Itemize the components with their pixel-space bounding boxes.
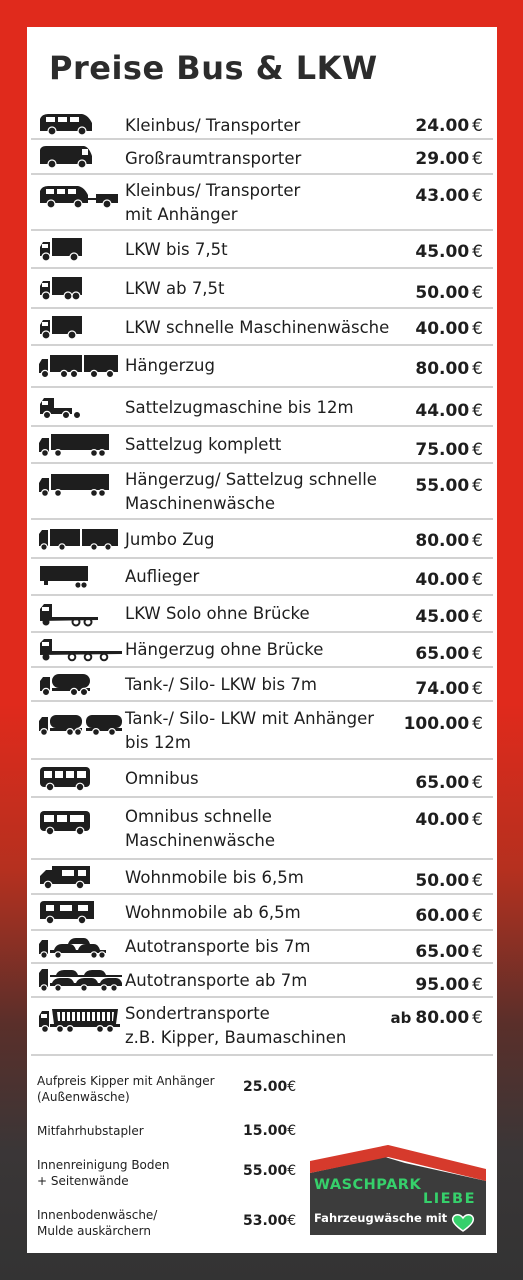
logo-line1: WASCHPARK xyxy=(314,1177,422,1193)
extra-label xyxy=(37,1073,222,1105)
price-value: 40.00 xyxy=(415,570,470,590)
bus-icon xyxy=(38,765,94,793)
price-row xyxy=(31,702,493,760)
waschpark-liebe-logo xyxy=(310,1145,486,1235)
price-row xyxy=(31,760,493,798)
row-price xyxy=(415,114,483,138)
car-transporter-icon xyxy=(38,934,108,962)
row-price xyxy=(415,605,483,629)
camper-icon xyxy=(38,864,94,892)
row-price xyxy=(404,712,483,736)
price-value: 40.00 xyxy=(415,319,470,339)
price-row xyxy=(31,998,493,1056)
currency-symbol: € xyxy=(287,1123,297,1139)
price-row xyxy=(31,559,493,596)
row-label-line: z.B. Kipper, Baumaschinen xyxy=(125,1028,347,1047)
extra-label-line: (Außenwäsche) xyxy=(37,1090,130,1104)
row-label-line: Omnibus schnelle xyxy=(125,807,272,826)
row-label-line: Hängerzug xyxy=(125,356,215,375)
currency-symbol: € xyxy=(472,906,483,926)
row-label xyxy=(125,528,214,552)
price-row xyxy=(31,798,493,860)
row-label-line: Wohnmobile ab 6,5m xyxy=(125,903,301,922)
currency-symbol: € xyxy=(472,644,483,664)
row-label xyxy=(125,638,323,662)
row-price xyxy=(415,399,483,423)
row-price xyxy=(415,357,483,381)
semi-truck-wash-icon xyxy=(38,472,112,500)
row-label xyxy=(125,673,317,697)
currency-symbol: € xyxy=(472,440,483,460)
currency-symbol: € xyxy=(472,116,483,136)
row-label xyxy=(125,866,304,890)
price-row xyxy=(31,427,493,464)
currency-symbol: € xyxy=(472,871,483,891)
row-label-line: LKW bis 7,5t xyxy=(125,240,228,259)
price-value: 80.00 xyxy=(415,531,470,551)
row-price xyxy=(415,904,483,928)
price-row xyxy=(31,231,493,269)
row-label xyxy=(125,767,199,791)
row-label xyxy=(125,433,281,457)
row-label xyxy=(125,179,300,227)
price-value: 44.00 xyxy=(415,401,470,421)
row-price xyxy=(415,529,483,553)
row-label-line: Sondertransporte xyxy=(125,1004,270,1023)
tractor-unit-icon xyxy=(38,394,90,422)
row-label-line: Kleinbus/ Transporter xyxy=(125,181,301,200)
price-value: 74.00 xyxy=(415,679,470,699)
row-label xyxy=(125,901,301,925)
tipper-truck-icon xyxy=(38,1006,122,1036)
row-price xyxy=(415,642,483,666)
price-row xyxy=(31,309,493,346)
row-label xyxy=(125,805,275,853)
row-label xyxy=(125,969,307,993)
currency-symbol: € xyxy=(472,186,483,206)
row-label-line: Tank-/ Silo- LKW mit Anhänger xyxy=(125,709,375,728)
logo-line2: LIEBE xyxy=(423,1191,476,1207)
price-row xyxy=(31,668,493,702)
extra-label xyxy=(37,1157,222,1189)
tank-truck-icon xyxy=(38,671,94,699)
row-price xyxy=(415,940,483,964)
price-row xyxy=(31,931,493,964)
extra-label-line: Aufpreis Kipper mit Anhänger xyxy=(37,1074,215,1088)
price-prefix: ab xyxy=(390,1009,412,1027)
row-label xyxy=(125,935,310,959)
price-value: 95.00 xyxy=(415,975,470,995)
row-label-line: Jumbo Zug xyxy=(125,530,215,549)
price-value: 65.00 xyxy=(415,942,470,962)
extra-label-line: Innenreinigung Boden xyxy=(37,1158,170,1172)
truck-chassis-trailer-icon xyxy=(38,637,122,665)
extra-label-line: Innenbodenwäsche/ xyxy=(37,1208,158,1222)
row-label-line: Wohnmobile bis 6,5m xyxy=(125,868,304,887)
price-value: 40.00 xyxy=(415,810,470,830)
truck-trailer-icon xyxy=(38,353,120,381)
row-price xyxy=(415,808,483,832)
currency-symbol: € xyxy=(472,476,483,496)
extra-price xyxy=(243,1123,296,1139)
truck-icon xyxy=(38,275,86,303)
motorhome-icon xyxy=(38,899,98,927)
currency-symbol: € xyxy=(472,283,483,303)
semi-trailer-icon xyxy=(38,564,90,592)
currency-symbol: € xyxy=(472,975,483,995)
row-price xyxy=(415,474,483,498)
currency-symbol: € xyxy=(287,1079,297,1095)
currency-symbol: € xyxy=(472,149,483,169)
row-label xyxy=(125,707,374,755)
van-icon xyxy=(38,111,94,137)
row-price xyxy=(415,184,483,208)
price-value: 15.00 xyxy=(243,1123,288,1139)
currency-symbol: € xyxy=(472,773,483,793)
truck-wash-icon xyxy=(38,314,86,342)
extra-label-line: Mitfahrhubstapler xyxy=(37,1124,144,1138)
semi-truck-icon xyxy=(38,432,112,460)
van-with-trailer-icon xyxy=(38,183,122,211)
row-label-line: Autotransporte ab 7m xyxy=(125,971,308,990)
currency-symbol: € xyxy=(472,570,483,590)
price-row xyxy=(31,175,493,231)
extra-label xyxy=(37,1207,222,1239)
price-value: 55.00 xyxy=(243,1163,288,1179)
currency-symbol: € xyxy=(472,319,483,339)
price-value: 45.00 xyxy=(415,242,470,262)
row-label-line: Kleinbus/ Transporter xyxy=(125,116,301,135)
row-label-line: LKW ab 7,5t xyxy=(125,279,225,298)
price-row xyxy=(31,269,493,309)
price-row xyxy=(31,895,493,931)
row-price xyxy=(415,677,483,701)
small-truck-icon xyxy=(38,236,86,264)
row-label xyxy=(125,316,389,340)
row-label-line: mit Anhänger xyxy=(125,205,238,224)
price-row xyxy=(31,964,493,998)
extra-item xyxy=(37,1157,307,1189)
extra-label-line: Mulde auskärchern xyxy=(37,1224,151,1238)
row-label-line: Autotransporte bis 7m xyxy=(125,937,311,956)
price-row xyxy=(31,633,493,668)
row-label-line: Hängerzug/ Sattelzug schnelle xyxy=(125,470,377,489)
price-value: 29.00 xyxy=(415,149,470,169)
price-value: 55.00 xyxy=(415,476,470,496)
row-label xyxy=(125,468,377,516)
currency-symbol: € xyxy=(472,359,483,379)
price-value: 50.00 xyxy=(415,283,470,303)
row-label-line: Sattelzugmaschine bis 12m xyxy=(125,398,354,417)
row-label xyxy=(125,396,354,420)
price-value: 53.00 xyxy=(243,1213,288,1229)
row-price xyxy=(415,771,483,795)
bus-wash-icon xyxy=(38,809,94,837)
row-price xyxy=(415,240,483,264)
row-price xyxy=(415,973,483,997)
price-value: 80.00 xyxy=(415,359,470,379)
row-label-line: Tank-/ Silo- LKW bis 7m xyxy=(125,675,317,694)
row-label xyxy=(125,602,310,626)
price-value: 60.00 xyxy=(415,906,470,926)
price-row xyxy=(31,109,493,140)
row-price xyxy=(415,438,483,462)
row-label xyxy=(125,565,199,589)
price-row xyxy=(31,596,493,633)
large-van-icon xyxy=(38,144,94,170)
row-label-line: Maschinenwäsche xyxy=(125,831,276,850)
row-label-line: Hängerzug ohne Brücke xyxy=(125,640,324,659)
currency-symbol: € xyxy=(472,1008,483,1028)
extra-item xyxy=(37,1123,307,1139)
currency-symbol: € xyxy=(472,531,483,551)
extra-label xyxy=(37,1123,222,1139)
currency-symbol: € xyxy=(287,1163,297,1179)
price-card xyxy=(27,27,497,1253)
price-value: 65.00 xyxy=(415,644,470,664)
price-list xyxy=(31,109,493,1056)
extra-price xyxy=(243,1079,296,1095)
price-row xyxy=(31,140,493,175)
row-label-line: Sattelzug komplett xyxy=(125,435,282,454)
extra-price xyxy=(243,1213,296,1229)
row-price xyxy=(415,869,483,893)
price-value: 50.00 xyxy=(415,871,470,891)
row-label-line: LKW schnelle Maschinenwäsche xyxy=(125,318,390,337)
row-price xyxy=(415,568,483,592)
row-label xyxy=(125,114,300,138)
row-price xyxy=(391,1006,483,1030)
price-row xyxy=(31,388,493,427)
row-price xyxy=(415,317,483,341)
price-row xyxy=(31,520,493,559)
row-label-line: bis 12m xyxy=(125,733,191,752)
currency-symbol: € xyxy=(472,679,483,699)
row-label xyxy=(125,354,215,378)
price-row xyxy=(31,860,493,895)
row-label-line: Omnibus xyxy=(125,769,199,788)
page-title: Preise Bus & LKW xyxy=(49,49,378,87)
price-value: 100.00 xyxy=(403,714,470,734)
large-car-transporter-icon xyxy=(38,967,124,995)
row-price xyxy=(415,147,483,171)
extra-label-line: + Seitenwände xyxy=(37,1174,129,1188)
currency-symbol: € xyxy=(472,401,483,421)
currency-symbol: € xyxy=(472,607,483,627)
extra-item xyxy=(37,1073,307,1105)
row-label xyxy=(125,147,301,171)
row-label-line: Maschinenwäsche xyxy=(125,494,276,513)
price-row xyxy=(31,464,493,520)
jumbo-truck-icon xyxy=(38,526,120,554)
row-label-line: Großraumtransporter xyxy=(125,149,302,168)
row-label xyxy=(125,238,228,262)
row-label-line: LKW Solo ohne Brücke xyxy=(125,604,310,623)
price-value: 25.00 xyxy=(243,1079,288,1095)
price-value: 45.00 xyxy=(415,607,470,627)
truck-chassis-icon xyxy=(38,601,102,629)
currency-symbol: € xyxy=(472,942,483,962)
tank-truck-trailer-icon xyxy=(38,711,124,739)
row-label xyxy=(125,277,225,301)
price-value: 65.00 xyxy=(415,773,470,793)
extra-price xyxy=(243,1163,296,1179)
currency-symbol: € xyxy=(472,242,483,262)
currency-symbol: € xyxy=(472,714,483,734)
extra-item xyxy=(37,1207,307,1239)
price-value: 24.00 xyxy=(415,116,470,136)
price-row xyxy=(31,346,493,388)
row-price xyxy=(415,281,483,305)
price-value: 43.00 xyxy=(415,186,470,206)
currency-symbol: € xyxy=(287,1213,297,1229)
row-label xyxy=(125,1002,346,1050)
currency-symbol: € xyxy=(472,810,483,830)
logo-tagline: Fahrzeugwäsche mit xyxy=(314,1211,448,1225)
row-label-line: Auflieger xyxy=(125,567,200,586)
price-value: 75.00 xyxy=(415,440,470,460)
price-value: 80.00 xyxy=(415,1008,470,1028)
